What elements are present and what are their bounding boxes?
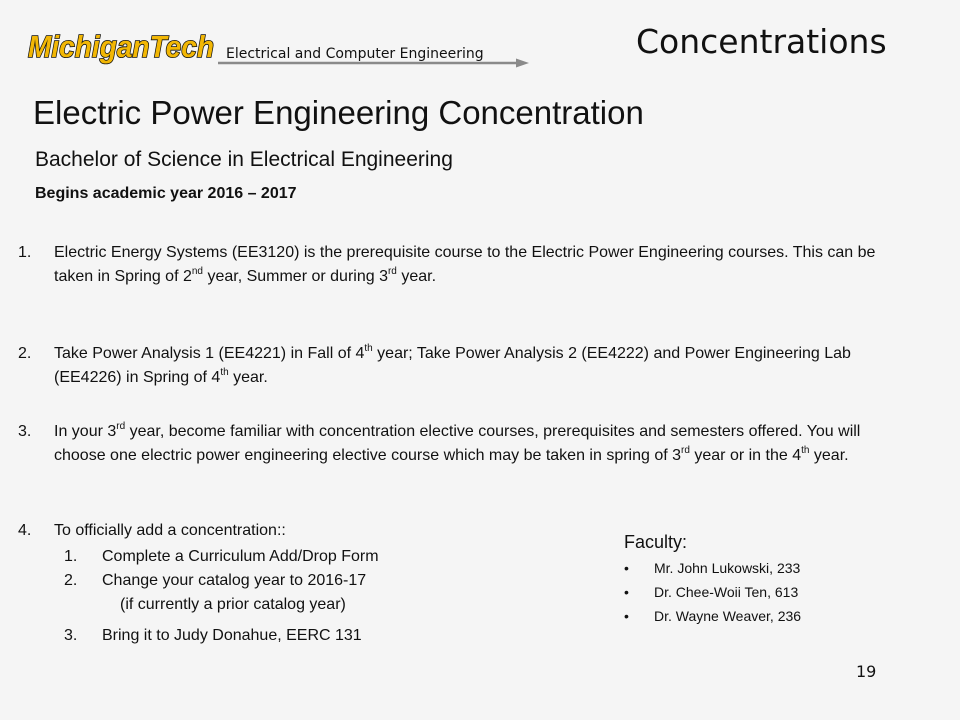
list-item-1 xyxy=(18,241,898,289)
faculty-heading: Faculty: xyxy=(624,532,688,552)
page-number: 19 xyxy=(856,662,877,681)
page-title: Electric Power Engineering Concentration xyxy=(33,94,644,131)
sub-item-2 xyxy=(64,569,484,593)
section-title: Concentrations xyxy=(636,22,887,61)
sub-number: 3. xyxy=(64,627,78,644)
bullet: • xyxy=(624,560,629,576)
sub-item-1 xyxy=(64,545,484,569)
sub-item-text: Complete a Curriculum Add/Drop Form xyxy=(102,548,379,565)
list-item-3 xyxy=(18,420,898,468)
logo-text: MichiganTech xyxy=(28,29,214,64)
faculty-name: Dr. Chee-Woii Ten, 613 xyxy=(654,584,799,600)
sub-item-text: Bring it to Judy Donahue, EERC 131 xyxy=(102,627,362,644)
list-number: 4. xyxy=(18,522,32,539)
sub-number: 1. xyxy=(64,548,78,565)
bullet: • xyxy=(624,584,629,600)
faculty-member xyxy=(624,584,798,600)
list-number: 1. xyxy=(18,244,32,261)
list-item-4 xyxy=(18,519,898,543)
list-item-text: Electric Energy Systems (EE3120) is the prerequisite course to the Electric Power Engineering courses. This can be taken in Spring of 2nd year, Summer or during 3rd year. xyxy=(54,244,876,285)
header-rule xyxy=(218,57,530,69)
faculty-name: Dr. Wayne Weaver, 236 xyxy=(654,608,802,624)
sub-item-note: (if currently a prior catalog year) xyxy=(120,596,346,613)
faculty-member xyxy=(624,560,800,576)
list-item-text: Take Power Analysis 1 (EE4221) in Fall of 4th year; Take Power Analysis 2 (EE4222) and Power Engineering Lab (EE4226) in Spring of 4th year. xyxy=(54,343,851,386)
begins-academic-year: Begins academic year 2016 – 2017 xyxy=(35,185,297,202)
list-item-text: In your 3rd year, become familiar with concentration elective courses, prerequisites and semesters offered. You will choose one electric power engineering elective course which may be taken in spring of 3rd year or in the 4th year. xyxy=(54,421,861,464)
list-number: 3. xyxy=(18,423,32,440)
list-number: 2. xyxy=(18,345,32,362)
faculty-name: Mr. John Lukowski, 233 xyxy=(654,560,801,576)
sub-item-text: Change your catalog year to 2016-17 xyxy=(102,572,367,589)
list-item-text: To officially add a concentration:: xyxy=(54,522,286,539)
michigan-tech-logo xyxy=(26,26,216,66)
degree-subtitle: Bachelor of Science in Electrical Engineering xyxy=(35,148,453,171)
list-item-2 xyxy=(18,342,898,390)
department-name: Electrical and Computer Engineering xyxy=(226,46,484,62)
sub-number: 2. xyxy=(64,572,78,589)
bullet: • xyxy=(624,608,629,624)
faculty-member xyxy=(624,608,801,624)
sub-item-3 xyxy=(64,624,484,648)
